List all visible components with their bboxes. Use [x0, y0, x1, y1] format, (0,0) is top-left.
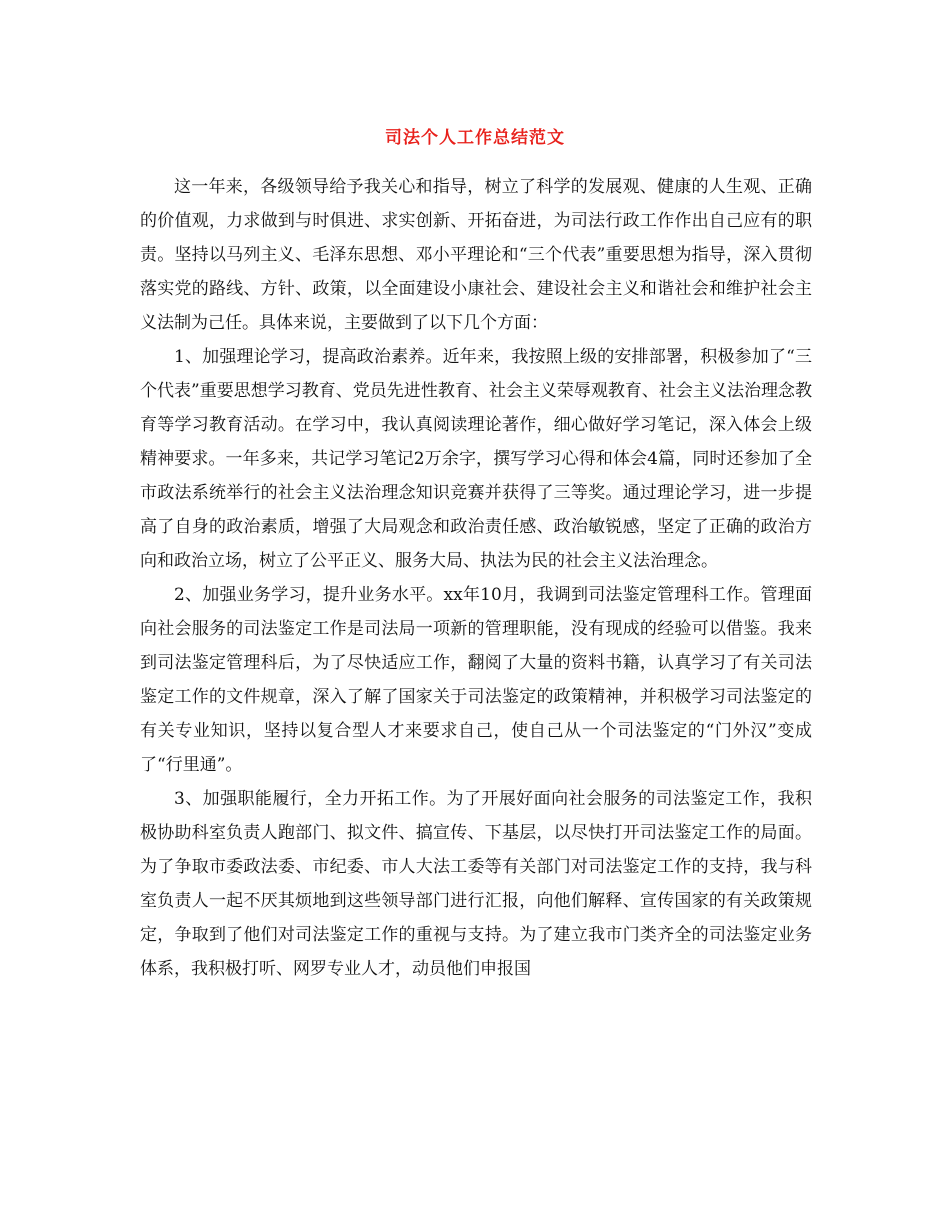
paragraph-business-study: 2、加强业务学习，提升业务水平。xx年10月，我调到司法鉴定管理科工作。管理面向社会服务的司法鉴定工作是司法局一项新的管理职能，没有现成的经验可以借鉴。我来到司法鉴定管理科后，为了尽快适应工作，翻阅了大量的资料书籍，认真学习了有关司法鉴定工作的文件规章，深入了解了国家关于司法鉴定的政策精神，并积极学习司法鉴定的有关专业知识，坚持以复合型人才来要求自己，使自己从一个司法鉴定的“门外汉”变成了“行里通”。 — [140, 585, 812, 775]
paragraph-duty-performance: 3、加强职能履行，全力开拓工作。为了开展好面向社会服务的司法鉴定工作，我积极协助科室负责人跑部门、拟文件、搞宣传、下基层，以尽快打开司法鉴定工作的局面。为了争取市委政法委、市纪委、市人大法工委等有关部门对司法鉴定工作的支持，我与科室负责人一起不厌其烦地到这些领导部门进行汇报，向他们解释、宣传国家的有关政策规定，争取到了他们对司法鉴定工作的重视与支持。为了建立我市门类齐全的司法鉴定业务体系，我积极打听、网罗专业人才，动员他们申报国 — [140, 789, 812, 979]
document-title: 司法个人工作总结范文 — [385, 128, 565, 148]
document-body — [140, 170, 812, 986]
paragraph-intro: 这一年来，各级领导给予我关心和指导，树立了科学的发展观、健康的人生观、正确的价值观，力求做到与时俱进、求实创新、开拓奋进，为司法行政工作作出自己应有的职责。坚持以马列主义、毛泽东思想、邓小平理论和“三个代表”重要思想为指导，深入贯彻落实党的路线、方针、政策，以全面建设小康社会、建设社会主义和谐社会和维护社会主义法制为己任。具体来说，主要做到了以下几个方面： — [140, 177, 812, 333]
paragraph-theory-study: 1、加强理论学习，提高政治素养。近年来，我按照上级的安排部署，积极参加了“三个代表”重要思想学习教育、党员先进性教育、社会主义荣辱观教育、社会主义法治理念教育等学习教育活动。在学习中，我认真阅读理论著作，细心做好学习笔记，深入体会上级精神要求。一年多来，共记学习笔记2万余字，撰写学习心得和体会4篇，同时还参加了全市政法系统举行的社会主义法治理念知识竞赛并获得了三等奖。通过理论学习，进一步提高了自身的政治素质，增强了大局观念和政治责任感、政治敏锐感，坚定了正确的政治方向和政治立场，树立了公平正义、服务大局、执法为民的社会主义法治理念。 — [140, 347, 812, 571]
